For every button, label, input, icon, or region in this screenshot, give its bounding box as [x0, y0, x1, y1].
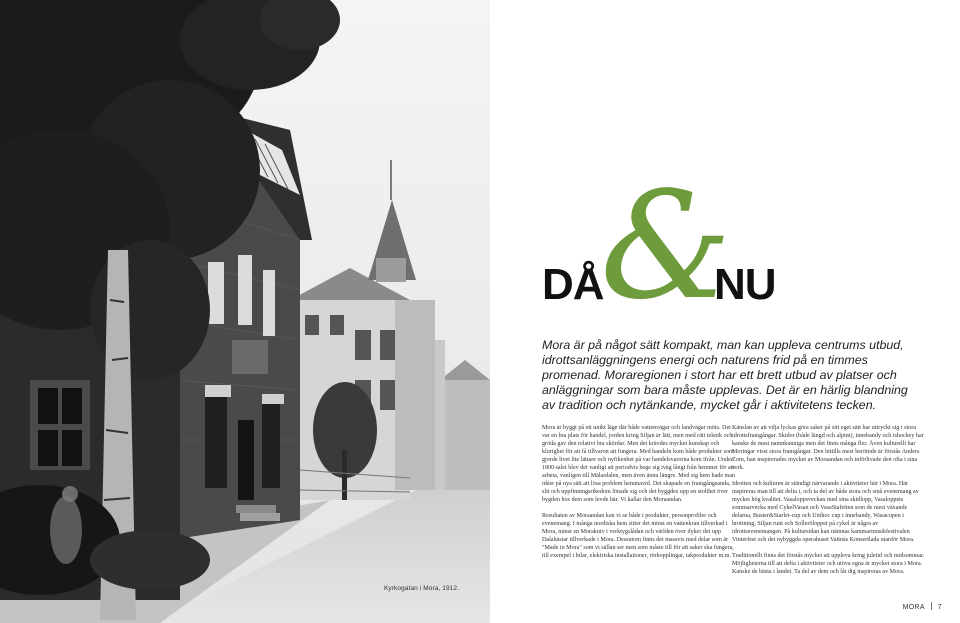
intro-paragraph: Mora är på något sätt kompakt, man kan uppleva centrums utbud, idrottsanläggningens energi och naturens frid på en timmes promenad. Moraregionen i stort har ett brett utbud av platser och anläggningar som bara måste upplevas. Det är en härlig blandning av tradition och nytänkande, mycket går i aktivitetens tecken.: [542, 338, 908, 412]
footer-section: MORA: [902, 604, 925, 611]
photo-caption: Kyrkogatan i Mora, 1912.: [384, 585, 460, 592]
body-column-1: [542, 424, 737, 568]
title-da: DÅ: [542, 260, 604, 309]
footer-divider: [931, 602, 932, 610]
page-footer: [903, 602, 942, 611]
body-paragraph: Idrotten och kulturen är ständigt närvarande i aktiviteter här i Mora. Här inspireras man till att delta i, och ta del av både stora och små evenemang av mycket hög kvalitet. Vasaloppsveckan med sina skidlopp, Vasaloppets sommarvecka med CykelVasan och VasaStafetten som de mest växande delarna, Buster&Starlet-cup och Unihoc cup i innebandy, Wasacupen i brottning, Siljan runt och Solleröloppet på cykel är några av idrottsevenemangen. På kultursidan kan nämnas kammarmusikfestivalen Vinterfest och det nybyggda operahuset Vattnäs Konsertlada utanför Mora.: [732, 481, 919, 543]
page-number: 7: [937, 604, 942, 611]
body-column-2: [732, 424, 927, 584]
body-paragraph: Resultaten av Moraandan kan vi se både i produkter, personprofiler och evenemang. I många nordiska hem sitter det minst en vattenkran tillverkad i Mora, minst en Morakniv i verktygslådan och världen över dyker det upp Dalahästar tillverkade i Mora. Dessutom finns det massvis med delar som är "Made in Mora" som vi sällan ser men som måste till för att saker ska fungera, till exempel i bilar, elektriska installationer, rörkopplingar, takprodukter m.m.: [542, 513, 734, 559]
body-paragraph: Mora är byggt på ett unikt läge där både vattenvägar och landvägar möts. Det var en bra plats för handel, jorden kring Siljan är lätt, men med rätt teknik och gröda gav den relativt bra skördar. Men det krävdes mycket kunskap och klurighet för att få tillvaron att fungera. Med handeln kom både produkter som gjorde livet lite lättare och nyfikenhet på var handelsvarorna kom ifrån. Under 1800-talet blev det vanligt att periodvis bege sig iväg långt från hemmet för att arbeta, vanligen till Mälardalen, men även ännu längre. Med sig hem hade man idéer på nya sätt att lösa problem hemmavid. Det skapade en framgångsanda, slit och uppfinningsrikedom lönade sig och det byggdes upp en stolthet över bygden hos dem som levde här. Vi kallar den Moraandan.: [542, 425, 736, 503]
title-nu: NU: [714, 260, 776, 309]
title-ampersand: &: [600, 160, 732, 332]
body-paragraph: Traditionellt finns det förstås mycket att uppleva kring juletid och midsommar. Möjligheterna till att delta i aktiviteter och utöva egna är mycket stora i Mora. Kanske de bästa i landet. Ta del av dem och låt dig inspireras av Mora.: [732, 553, 925, 575]
body-paragraph: Känslan av att vilja lyckas göra saker på sitt eget sätt har uttryckt sig i stora idrottsframgångar. Skidor (både längd och alpint), innebandy och ishockey har kanske de mest namnkunniga men det finns många fler. Även kulturellt har Moringar visst stora framgångar. Den hittills mest berömde är förstås Anders Zorn, han inspirerades mycket av Moraandan och införlivade den ofta i sina verk.: [732, 425, 924, 471]
